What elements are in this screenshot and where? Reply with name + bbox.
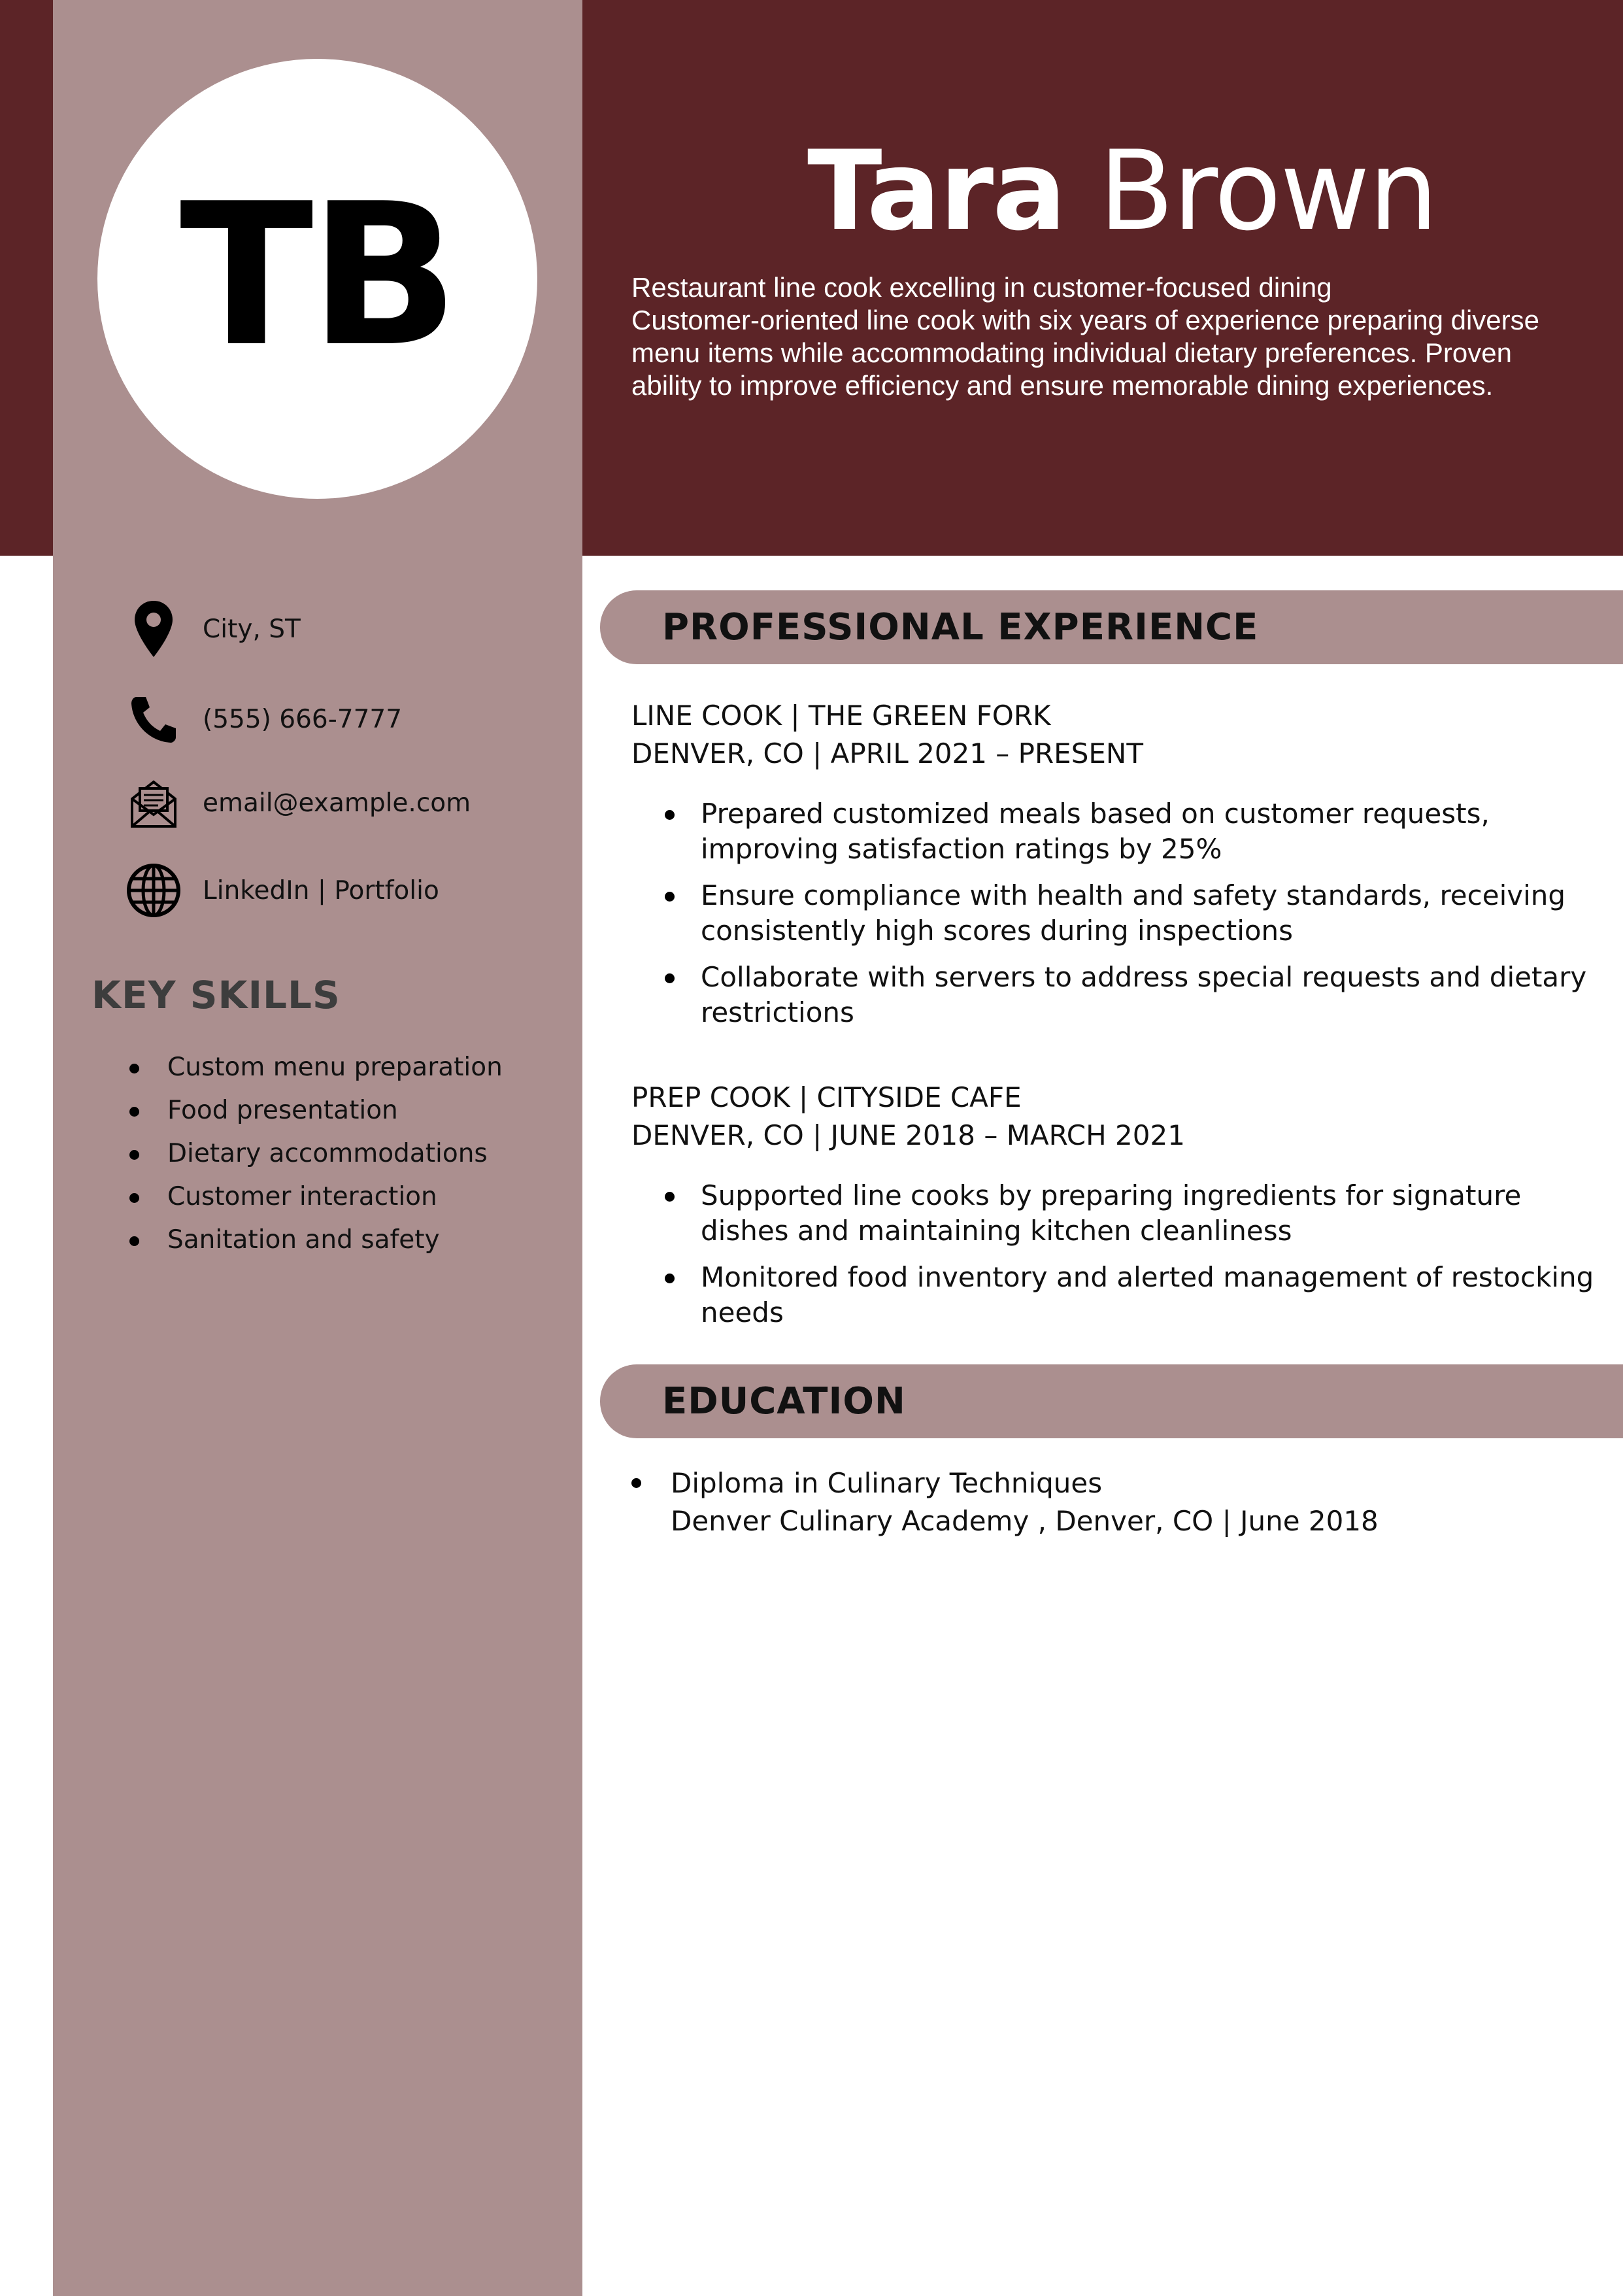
list-item: Custom menu preparation: [124, 1046, 503, 1089]
experience-heading: PROFESSIONAL EXPERIENCE: [662, 606, 1259, 649]
last-name: Brown: [1098, 127, 1437, 255]
list-item: Prepared customized meals based on customer requests, improving satisfaction ratings by 25%: [631, 796, 1599, 867]
contact-location: [124, 596, 301, 662]
list-item: [631, 1464, 1599, 1540]
job-bullets: [631, 796, 1599, 1030]
list-item: Supported line cooks by preparing ingredients for signature dishes and maintaining kitchen cleanliness: [631, 1178, 1599, 1249]
job-meta: DENVER, CO | APRIL 2021 – PRESENT: [631, 737, 1143, 769]
list-item: Customer interaction: [124, 1175, 503, 1219]
candidate-name: [807, 127, 1437, 255]
email-icon: [124, 773, 183, 832]
globe-icon: [124, 861, 183, 920]
monogram-badge: [97, 59, 537, 499]
location-pin-icon: [124, 599, 183, 658]
email-text[interactable]: email@example.com: [203, 788, 471, 818]
summary: Customer-oriented line cook with six years of experience preparing diverse menu items while accommodating individual dietary preferences. Proven ability to improve efficiency and ensure memorable dining experiences.: [631, 305, 1539, 401]
location-text: City, ST: [203, 614, 301, 644]
experience-section-bar: [600, 590, 1623, 664]
links-text[interactable]: LinkedIn | Portfolio: [203, 875, 439, 905]
job-entry: [631, 1079, 1599, 1342]
education-section-bar: [600, 1364, 1623, 1438]
skills-list: [124, 1046, 503, 1262]
school: Denver Culinary Academy , Denver, CO | June 2018: [671, 1505, 1379, 1537]
list-item: Collaborate with servers to address special requests and dietary restrictions: [631, 960, 1599, 1030]
list-item: Food presentation: [124, 1089, 503, 1132]
education-heading: EDUCATION: [662, 1380, 906, 1423]
monogram-text: TB: [179, 161, 456, 390]
list-item: Ensure compliance with health and safety standards, receiving consistently high scores during inspections: [631, 878, 1599, 949]
contact-email: [124, 770, 471, 836]
phone-icon: [124, 690, 183, 749]
degree: Diploma in Culinary Techniques: [671, 1467, 1103, 1499]
phone-text[interactable]: (555) 666-7777: [203, 704, 403, 734]
contact-links: [124, 858, 439, 923]
contact-phone: [124, 686, 402, 752]
first-name: Tara: [807, 127, 1065, 255]
job-bullets: [631, 1178, 1599, 1330]
headline: Restaurant line cook excelling in customer-focused dining: [631, 272, 1332, 303]
list-item: Sanitation and safety: [124, 1219, 503, 1262]
education-entry: [631, 1464, 1599, 1540]
job-entry: [631, 697, 1599, 1041]
job-meta: DENVER, CO | JUNE 2018 – MARCH 2021: [631, 1119, 1185, 1151]
list-item: Monitored food inventory and alerted management of restocking needs: [631, 1260, 1599, 1330]
job-title: PREP COOK | CITYSIDE CAFE: [631, 1081, 1022, 1113]
skills-heading: KEY SKILLS: [92, 973, 341, 1017]
list-item: Dietary accommodations: [124, 1132, 503, 1175]
job-title: LINE COOK | THE GREEN FORK: [631, 700, 1051, 732]
